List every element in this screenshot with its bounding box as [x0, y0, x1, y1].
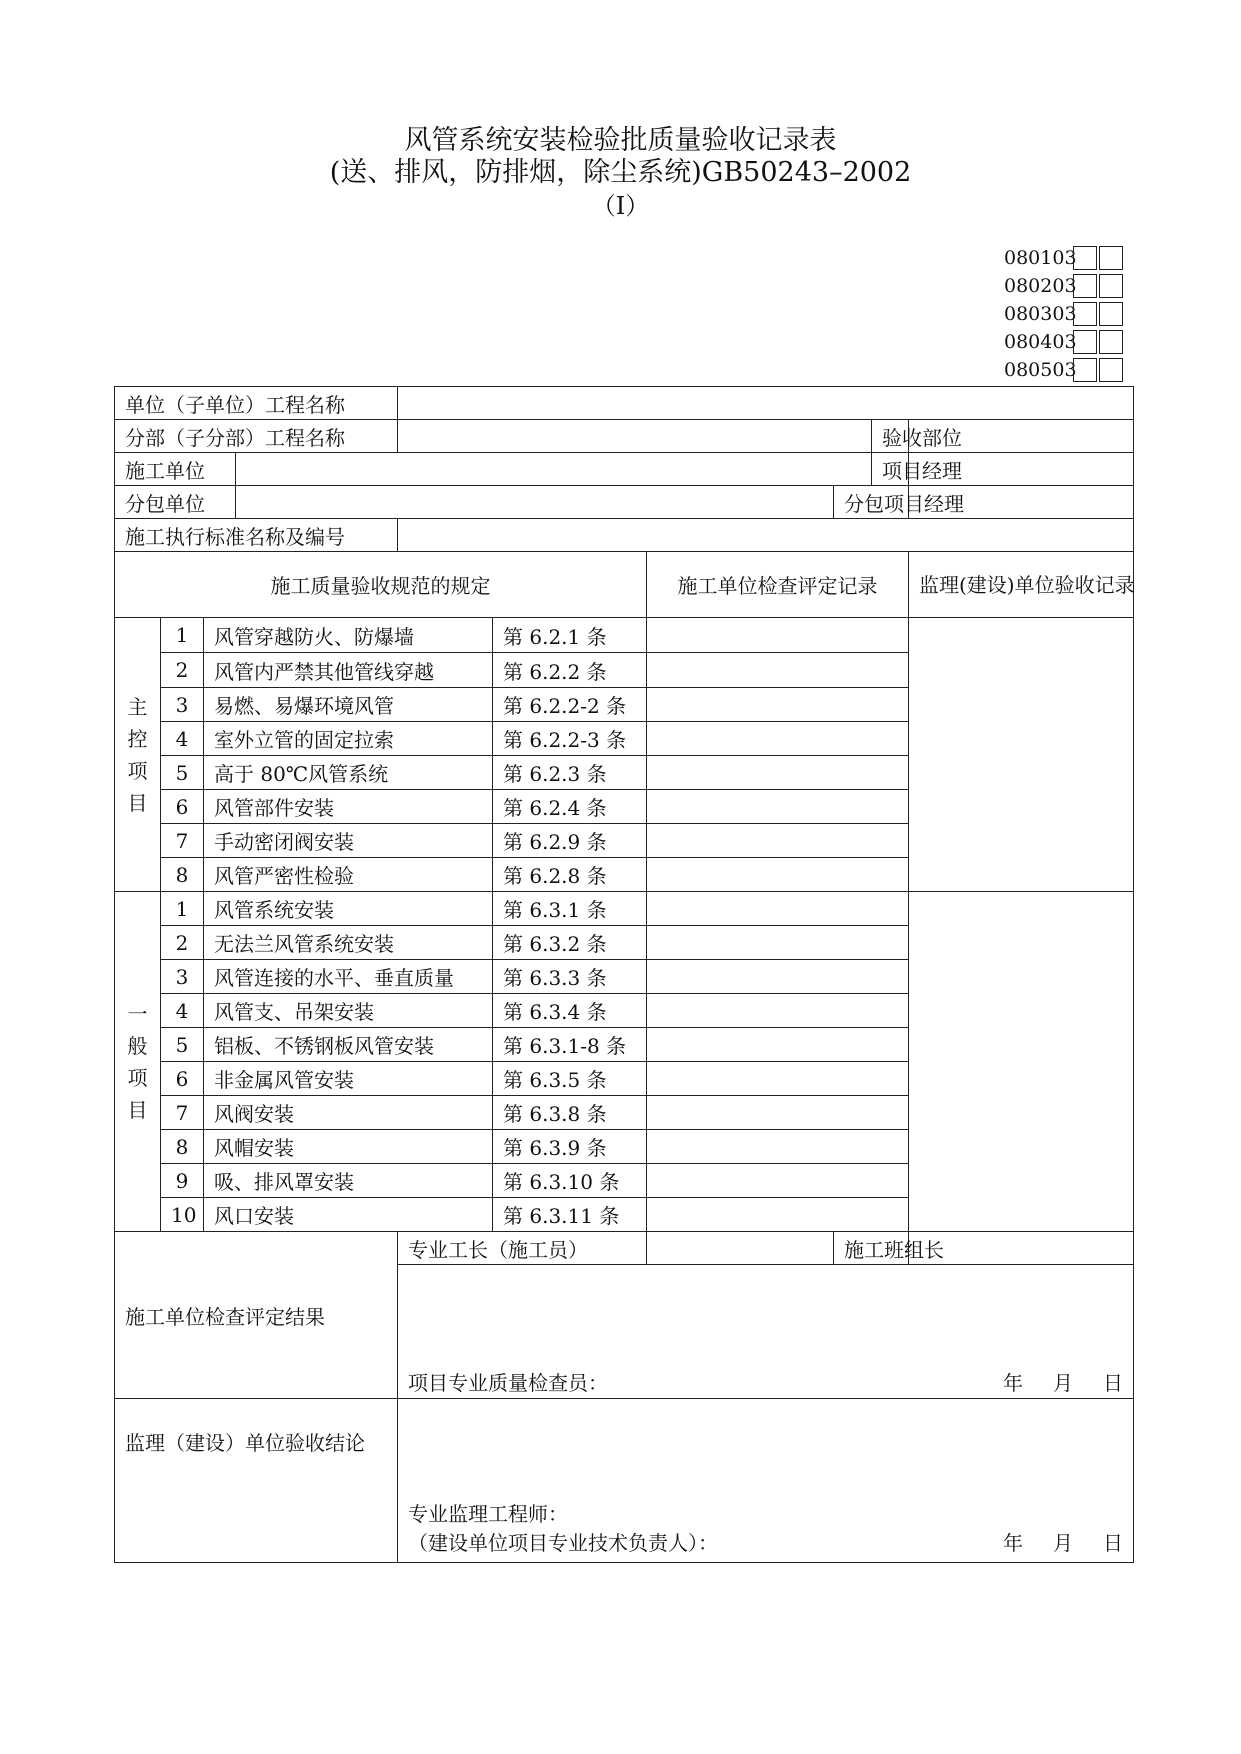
foreman-label: 专业工长（施工员） [398, 1232, 647, 1265]
code-checkbox[interactable] [1099, 274, 1123, 298]
item-name: 易燃、易爆环境风管 [204, 688, 493, 722]
item-number: 7 [161, 1096, 204, 1130]
item-clause: 第 6.3.10 条 [493, 1164, 647, 1198]
supervision-conclusion-label: 监理（建设）单位验收结论 [115, 1399, 398, 1563]
item-number: 3 [161, 688, 204, 722]
item-name: 无法兰风管系统安装 [204, 926, 493, 960]
check-record-cell[interactable] [647, 960, 909, 994]
item-name: 风管连接的水平、垂直质量 [204, 960, 493, 994]
code-number: 080503 [1004, 359, 1077, 381]
sub-project-manager-label: 分包项目经理 [834, 486, 909, 519]
row-sub-project [115, 420, 1134, 453]
item-clause: 第 6.3.2 条 [493, 926, 647, 960]
item-number: 6 [161, 1062, 204, 1096]
check-result-label: 施工单位检查评定结果 [115, 1232, 398, 1399]
check-result-area[interactable] [398, 1265, 1134, 1399]
check-record-cell[interactable] [647, 1028, 909, 1062]
code-number: 080103 [1004, 247, 1077, 269]
unit-project-label: 单位（子单位）工程名称 [115, 387, 398, 420]
code-checkbox[interactable] [1073, 246, 1097, 270]
item-number: 2 [161, 653, 204, 688]
code-list [1004, 244, 1123, 384]
standard-label: 施工执行标准名称及编号 [115, 519, 398, 552]
item-number: 3 [161, 960, 204, 994]
item-clause: 第 6.3.5 条 [493, 1062, 647, 1096]
item-name: 风管穿越防火、防爆墙 [204, 618, 493, 653]
code-row [1004, 272, 1123, 300]
check-record-cell[interactable] [647, 790, 909, 824]
item-name: 风管内严禁其他管线穿越 [204, 653, 493, 688]
inspector-label: 项目专业质量检查员： [408, 1371, 608, 1395]
code-number: 080203 [1004, 275, 1077, 297]
item-number: 1 [161, 892, 204, 926]
item-clause: 第 6.3.3 条 [493, 960, 647, 994]
row-unit-project [115, 387, 1134, 420]
inspection-form-table [114, 386, 1134, 1563]
code-checkbox[interactable] [1099, 302, 1123, 326]
item-number: 10 [161, 1198, 204, 1232]
construction-unit-value[interactable] [236, 453, 872, 486]
row-construction-unit [115, 453, 1134, 486]
item-name: 风管严密性检验 [204, 858, 493, 892]
check-record-cell[interactable] [647, 824, 909, 858]
item-clause: 第 6.2.4 条 [493, 790, 647, 824]
check-record-cell[interactable] [647, 1164, 909, 1198]
supervision-conclusion-area[interactable] [398, 1399, 1134, 1563]
row-supervision-conclusion [115, 1399, 1134, 1563]
item-clause: 第 6.3.11 条 [493, 1198, 647, 1232]
code-row [1004, 356, 1123, 384]
owner-tech-label: （建设单位项目专业技术负责人）： [408, 1530, 718, 1555]
item-name: 风口安装 [204, 1198, 493, 1232]
unit-project-value[interactable] [398, 387, 1134, 420]
general-items-label: 一 般 项 目 [115, 892, 161, 1232]
item-clause: 第 6.3.1 条 [493, 892, 647, 926]
code-row [1004, 300, 1123, 328]
code-checkbox[interactable] [1073, 302, 1097, 326]
form-title: 风管系统安装检验批质量验收记录表 [404, 125, 837, 156]
code-row [1004, 244, 1123, 272]
item-clause: 第 6.2.2-2 条 [493, 688, 647, 722]
item-number: 7 [161, 824, 204, 858]
item-number: 8 [161, 858, 204, 892]
acceptance-part-label: 验收部位 [872, 420, 909, 453]
code-checkbox[interactable] [1099, 246, 1123, 270]
item-number: 2 [161, 926, 204, 960]
check-record-cell[interactable] [647, 722, 909, 756]
item-name: 手动密闭阀安装 [204, 824, 493, 858]
item-clause: 第 6.2.2 条 [493, 653, 647, 688]
spec-header: 施工质量验收规范的规定 [115, 552, 647, 618]
item-name: 风管支、吊架安装 [204, 994, 493, 1028]
item-number: 1 [161, 618, 204, 653]
supervisor-date: 年 月 日 [1003, 1530, 1123, 1555]
row-subcontractor [115, 486, 1134, 519]
team-leader-label: 施工班组长 [834, 1232, 909, 1265]
supervision-record-header: 监理(建设)单位验收记录 [909, 552, 1134, 618]
check-record-cell[interactable] [647, 858, 909, 892]
check-record-cell[interactable] [647, 1062, 909, 1096]
item-clause: 第 6.2.1 条 [493, 618, 647, 653]
check-record-cell[interactable] [647, 1198, 909, 1232]
code-checkbox[interactable] [1073, 358, 1097, 382]
code-checkbox[interactable] [1099, 358, 1123, 382]
item-number: 5 [161, 756, 204, 790]
item-name: 风管部件安装 [204, 790, 493, 824]
code-number: 080403 [1004, 331, 1077, 353]
owner-signature-line [408, 1527, 1123, 1556]
row-column-headers [115, 552, 1134, 618]
item-number: 4 [161, 994, 204, 1028]
check-record-cell[interactable] [647, 756, 909, 790]
table-row [115, 618, 1134, 653]
code-checkbox[interactable] [1073, 274, 1097, 298]
item-number: 4 [161, 722, 204, 756]
subcontractor-label: 分包单位 [115, 486, 236, 519]
form-part-number: （Ⅰ） [591, 192, 650, 220]
inspector-date: 年 月 日 [1003, 1371, 1123, 1395]
check-record-cell[interactable] [647, 1130, 909, 1164]
check-record-header: 施工单位检查评定记录 [647, 552, 909, 618]
item-clause: 第 6.2.3 条 [493, 756, 647, 790]
check-record-cell[interactable] [647, 1096, 909, 1130]
standard-value[interactable] [398, 519, 1134, 552]
item-name: 高于 80℃风管系统 [204, 756, 493, 790]
item-clause: 第 6.3.4 条 [493, 994, 647, 1028]
row-foreman [115, 1232, 1134, 1265]
item-clause: 第 6.3.8 条 [493, 1096, 647, 1130]
item-name: 室外立管的固定拉索 [204, 722, 493, 756]
code-checkbox[interactable] [1099, 330, 1123, 354]
code-row [1004, 328, 1123, 356]
check-record-cell[interactable] [647, 618, 909, 653]
table-row [115, 892, 1134, 926]
code-checkbox[interactable] [1073, 330, 1097, 354]
row-standard [115, 519, 1134, 552]
check-record-cell[interactable] [647, 653, 909, 688]
check-record-cell[interactable] [647, 892, 909, 926]
item-clause: 第 6.2.2-3 条 [493, 722, 647, 756]
item-clause: 第 6.3.1-8 条 [493, 1028, 647, 1062]
item-clause: 第 6.3.9 条 [493, 1130, 647, 1164]
item-name: 风管系统安装 [204, 892, 493, 926]
item-number: 6 [161, 790, 204, 824]
construction-unit-label: 施工单位 [115, 453, 236, 486]
item-name: 铝板、不锈钢板风管安装 [204, 1028, 493, 1062]
project-manager-label: 项目经理 [872, 453, 909, 486]
item-number: 5 [161, 1028, 204, 1062]
code-number: 080303 [1004, 303, 1077, 325]
sub-project-label: 分部（子分部）工程名称 [115, 420, 398, 453]
check-record-cell[interactable] [647, 688, 909, 722]
item-number: 9 [161, 1164, 204, 1198]
supervisor-label: 专业监理工程师： [408, 1501, 568, 1526]
check-record-cell[interactable] [647, 926, 909, 960]
item-name: 吸、排风罩安装 [204, 1164, 493, 1198]
sub-project-value[interactable] [398, 420, 872, 453]
item-name: 非金属风管安装 [204, 1062, 493, 1096]
form-subtitle: (送、排风，防排烟，除尘系统)GB50243–2002 [329, 157, 912, 188]
item-clause: 第 6.2.9 条 [493, 824, 647, 858]
item-clause: 第 6.2.8 条 [493, 858, 647, 892]
main-items-label: 主 控 项 目 [115, 618, 161, 892]
inspector-signature-line [408, 1367, 1123, 1396]
supervision-record-cell[interactable] [909, 892, 1134, 1232]
supervision-record-cell[interactable] [909, 618, 1134, 892]
item-number: 8 [161, 1130, 204, 1164]
item-name: 风阀安装 [204, 1096, 493, 1130]
foreman-value[interactable] [647, 1232, 834, 1265]
subcontractor-value[interactable] [236, 486, 834, 519]
check-record-cell[interactable] [647, 994, 909, 1028]
item-name: 风帽安装 [204, 1130, 493, 1164]
